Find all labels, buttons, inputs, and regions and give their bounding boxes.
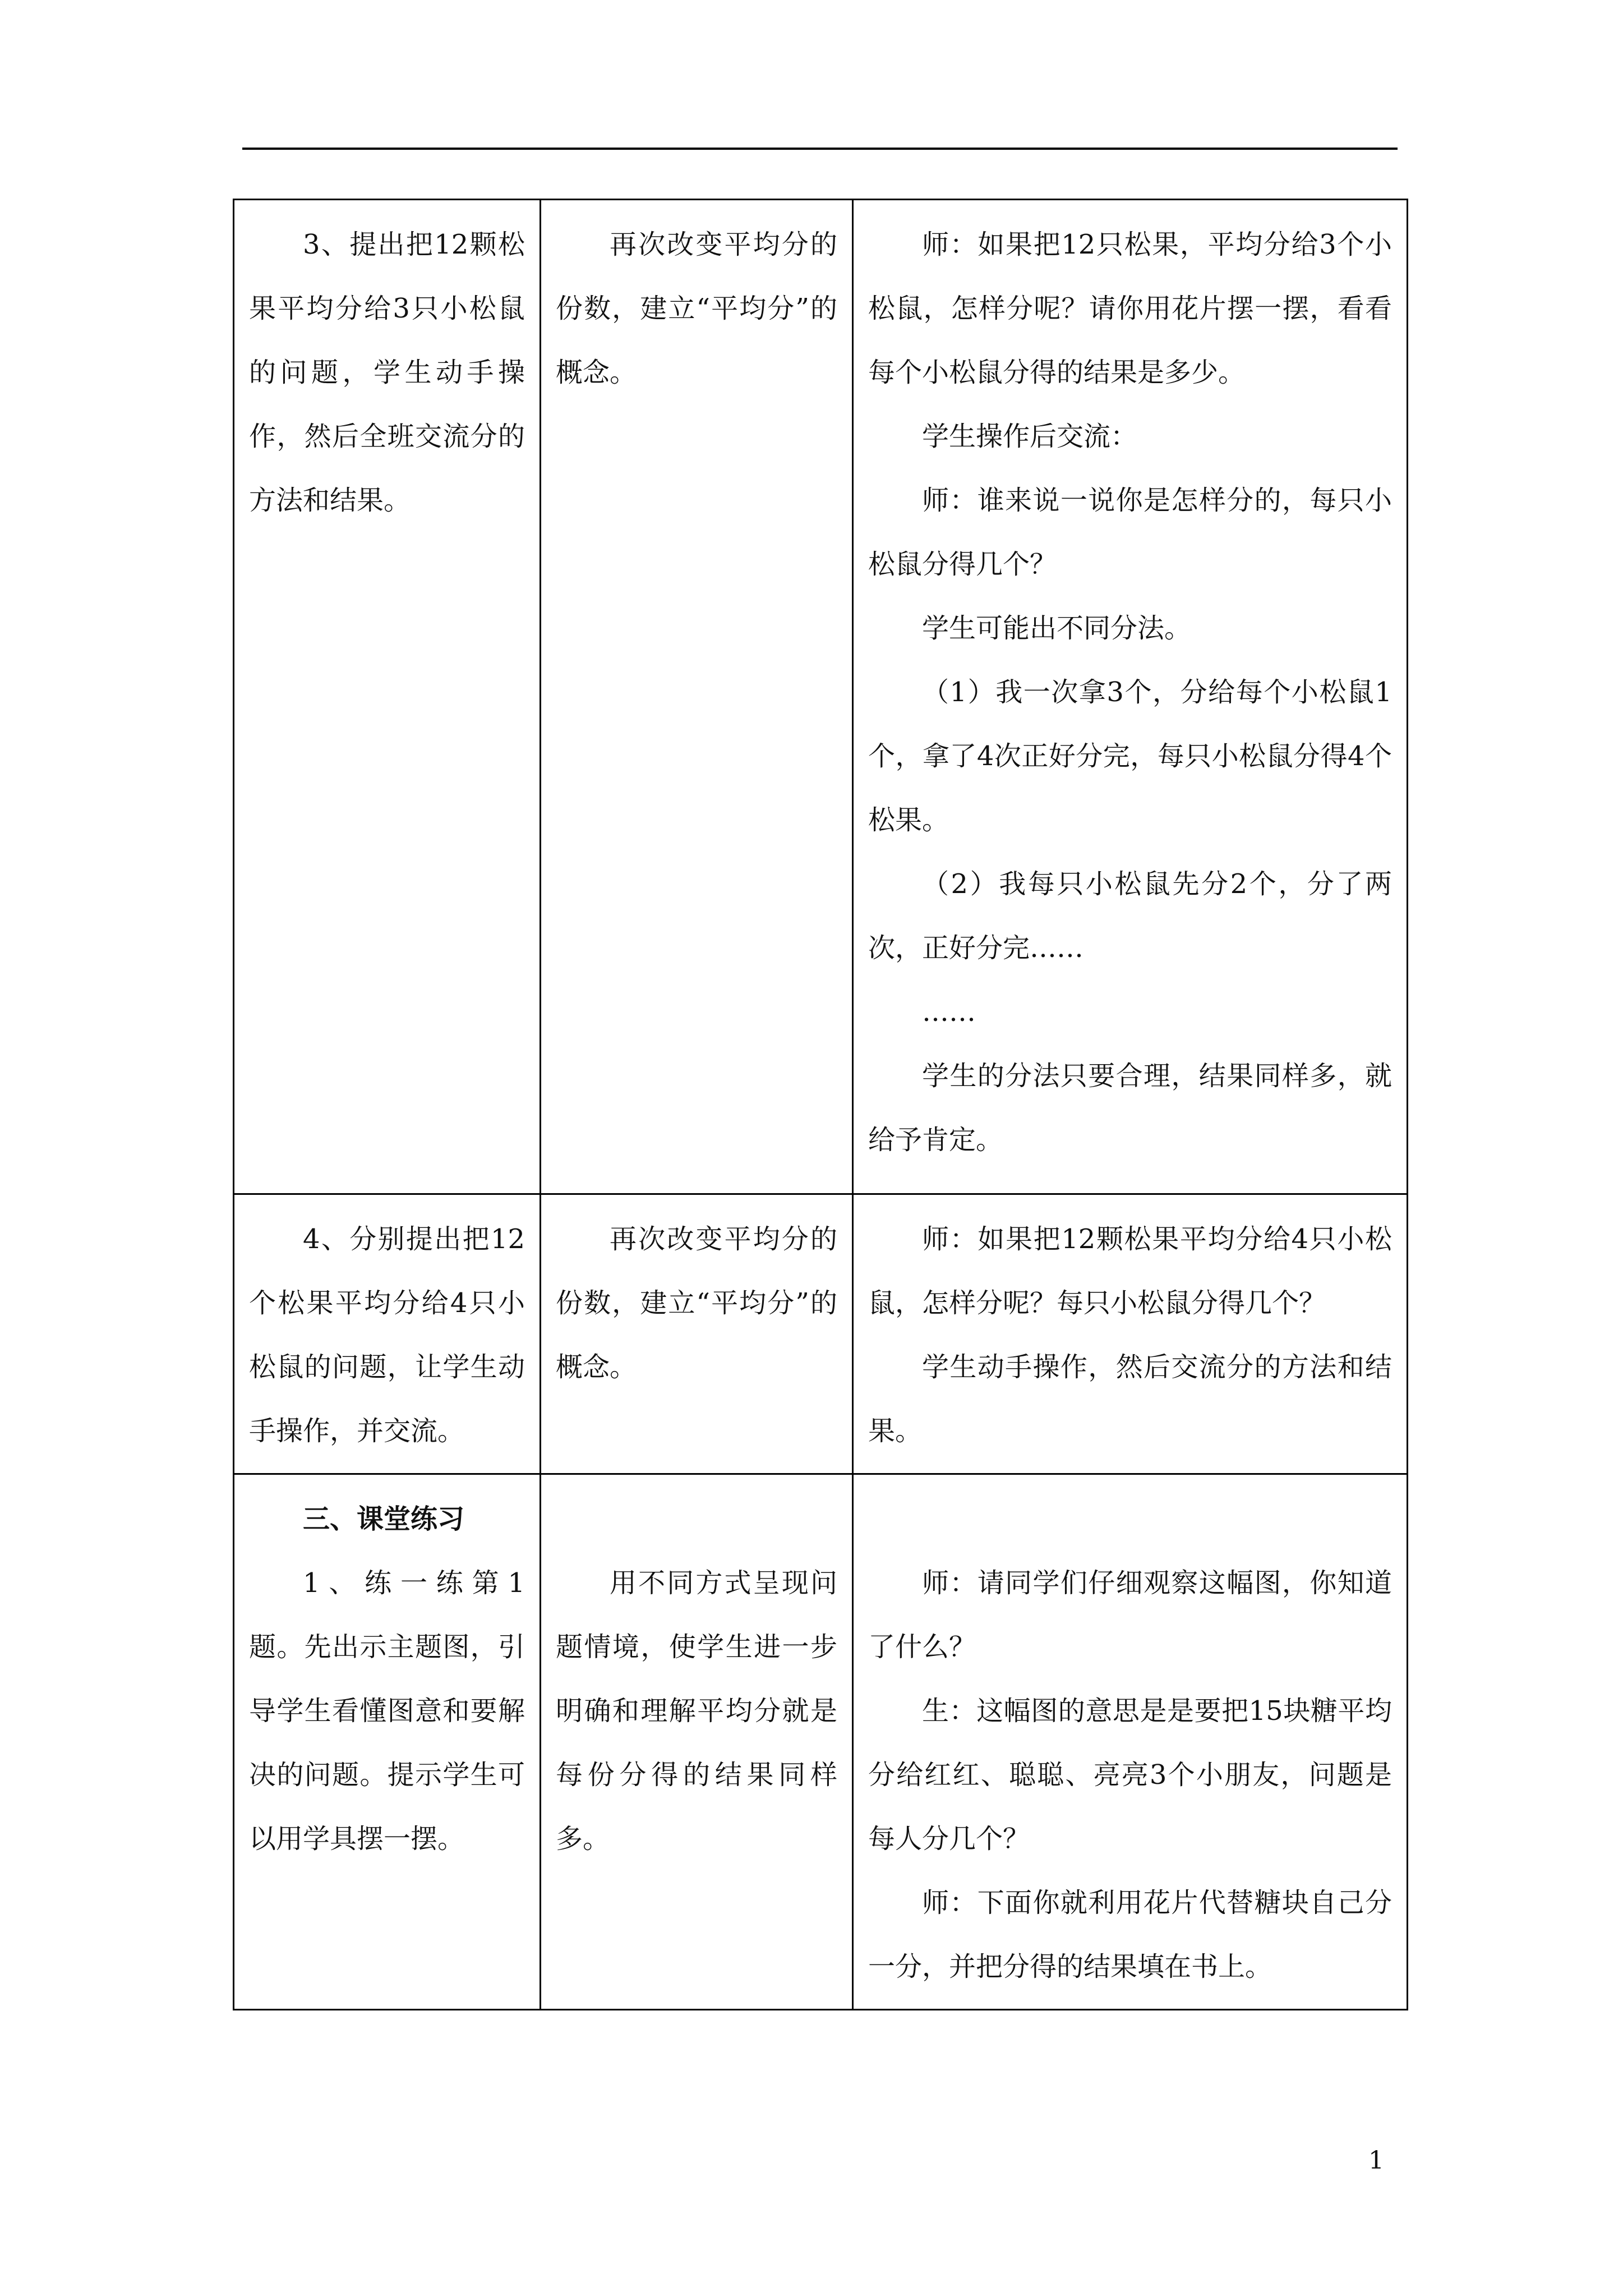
- table-row: [234, 1474, 1408, 2010]
- process-paragraph: 师：谁来说一说你是怎样分的，每只小松鼠分得几个？: [868, 485, 1392, 580]
- process-paragraph: ……: [922, 996, 976, 1028]
- purpose-text: 再次改变平均分的份数，建立“平均分”的概念。: [556, 1223, 837, 1383]
- process-paragraph: （1）我一次拿3个，分给每个小松鼠1个，拿了4次正好分完，每只小松鼠分得4个松果。: [868, 677, 1392, 836]
- spacer: [868, 1487, 1392, 1551]
- header-rule: [242, 148, 1398, 150]
- page-number: 1: [1368, 2146, 1384, 2175]
- purpose-text: 再次改变平均分的份数，建立“平均分”的概念。: [556, 229, 837, 388]
- purpose-cell: [541, 1474, 853, 2010]
- process-cell: [853, 1194, 1408, 1474]
- activity-cell: [234, 200, 541, 1194]
- section-heading: 三、课堂练习: [303, 1503, 465, 1535]
- spacer: [556, 1487, 837, 1551]
- activity-text: 3、提出把12颗松果平均分给3只小松鼠的问题，学生动手操作，然后全班交流分的方法和结果。: [249, 229, 525, 516]
- activity-cell: [234, 1194, 541, 1474]
- purpose-cell: [541, 1194, 853, 1474]
- process-paragraph: 学生动手操作，然后交流分的方法和结果。: [868, 1351, 1392, 1447]
- process-paragraph: 师：下面你就利用花片代替糖块自己分一分，并把分得的结果填在书上。: [868, 1887, 1392, 1982]
- process-paragraph: （2）我每只小松鼠先分2个，分了两次，正好分完……: [868, 868, 1392, 964]
- process-paragraph: 学生操作后交流：: [922, 421, 1138, 452]
- process-cell: [853, 200, 1408, 1194]
- activity-text: 1、练一练第1题。先出示主题图，引导学生看懂图意和要解决的问题。提示学生可以用学具摆一摆。: [249, 1567, 525, 1855]
- table-row: [234, 200, 1408, 1194]
- activity-cell: [234, 1474, 541, 2010]
- process-paragraph: 师：请同学们仔细观察这幅图，你知道了什么？: [868, 1567, 1392, 1663]
- process-paragraph: 学生可能出不同分法。: [922, 613, 1192, 644]
- activity-text: 4、分别提出把12个松果平均分给4只小松鼠的问题，让学生动手操作，并交流。: [249, 1223, 525, 1447]
- process-paragraph: 生：这幅图的意思是是要把15块糖平均分给红红、聪聪、亮亮3个小朋友，问题是每人分几个？: [868, 1695, 1392, 1855]
- process-cell: [853, 1474, 1408, 2010]
- process-paragraph: 师：如果把12只松果，平均分给3个小松鼠，怎样分呢？请你用花片摆一摆，看看每个小松鼠分得的结果是多少。: [868, 229, 1392, 388]
- lesson-plan-table: [233, 199, 1408, 2010]
- process-paragraph: 学生的分法只要合理，结果同样多，就给予肯定。: [868, 1060, 1392, 1156]
- process-paragraph: 师：如果把12颗松果平均分给4只小松鼠，怎样分呢？每只小松鼠分得几个？: [868, 1223, 1392, 1319]
- purpose-cell: [541, 200, 853, 1194]
- purpose-text: 用不同方式呈现问题情境，使学生进一步明确和理解平均分就是每份分得的结果同样多。: [556, 1567, 837, 1855]
- table-row: [234, 1194, 1408, 1474]
